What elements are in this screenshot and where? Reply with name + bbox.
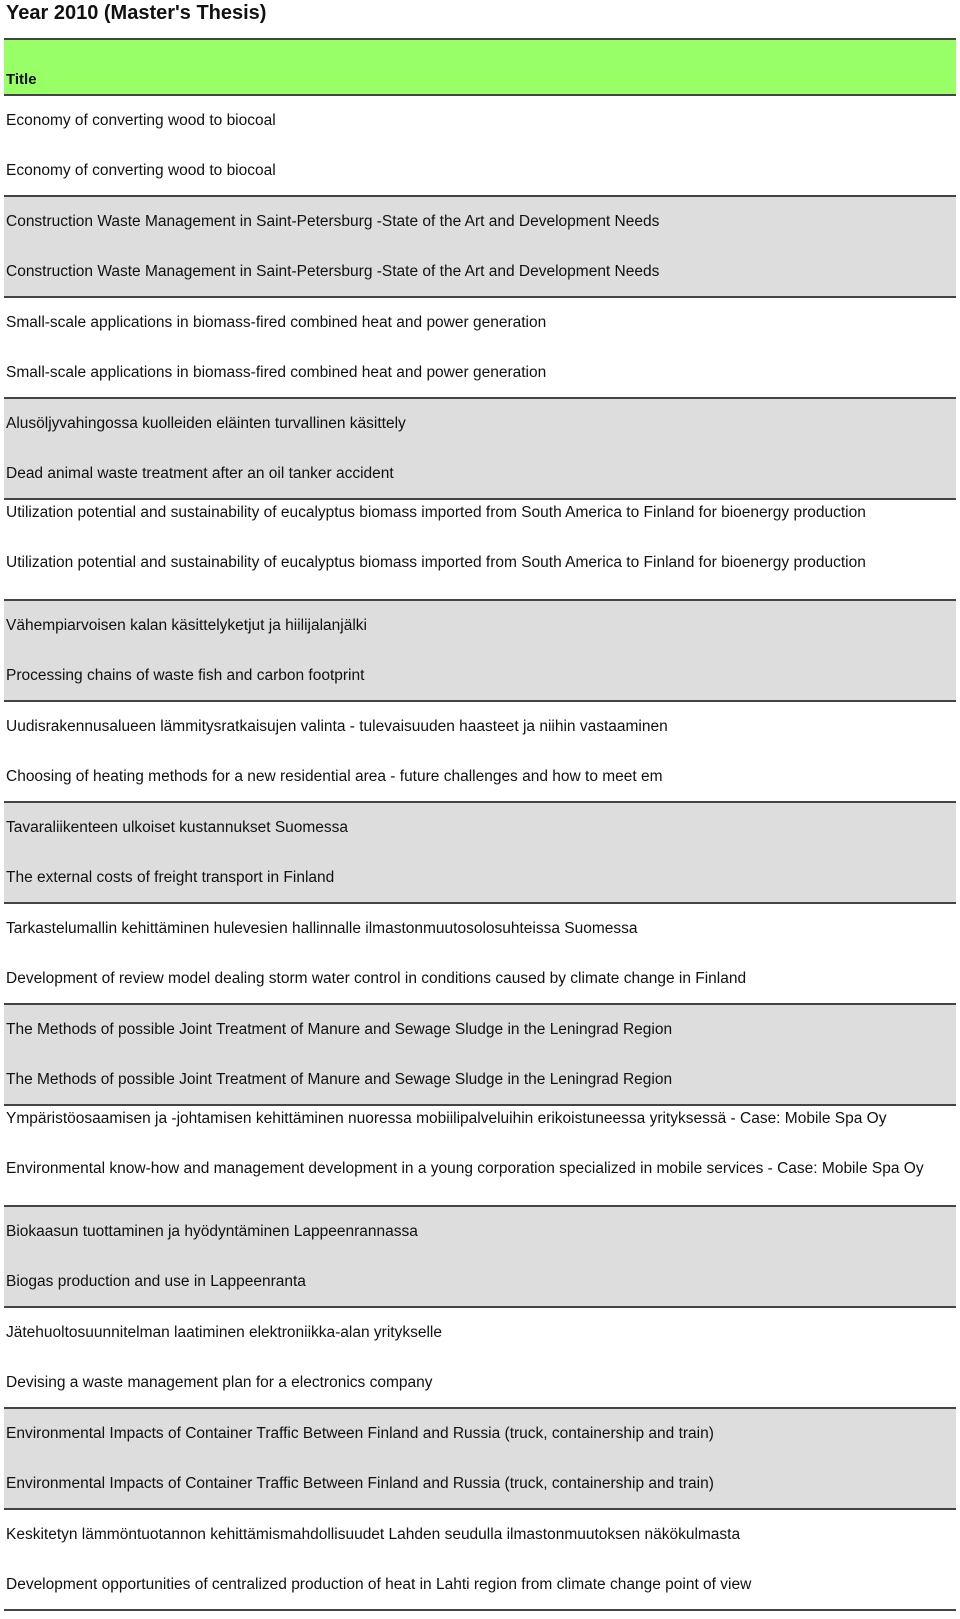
table-header-row [4,38,956,96]
table-row-group [4,702,956,803]
table-cell: Utilization potential and sustainability of eucalyptus biomass imported from South America to Finland for bioenergy production [6,554,866,571]
table-cell: Development of review model dealing storm water control in conditions caused by climate change in Finland [6,970,747,987]
thesis-table [4,38,956,1611]
table-cell: The Methods of possible Joint Treatment of Manure and Sewage Sludge in the Leningrad Region [6,1071,673,1088]
table-cell: Environmental Impacts of Container Traffic Between Finland and Russia (truck, containership and train) [6,1475,714,1492]
table-row-group [4,197,956,298]
table-row-group [4,1510,956,1611]
table-cell: Ympäristöosaamisen ja -johtamisen kehittäminen nuoressa mobiilipalveluihin erikoistuneessa yrityksessä - Case: Mobile Spa Oy [6,1110,887,1127]
table-cell: Biokaasun tuottaminen ja hyödyntäminen Lappeenrannassa [6,1223,418,1240]
table-cell: The Methods of possible Joint Treatment of Manure and Sewage Sludge in the Leningrad Region [6,1021,673,1038]
table-cell: Jätehuoltosuunnitelman laatiminen elektroniikka-alan yritykselle [6,1324,442,1341]
table-cell: Uudisrakennusalueen lämmitysratkaisujen valinta - tulevaisuuden haasteet ja niihin vastaaminen [6,718,668,735]
table-cell: Environmental know-how and management development in a young corporation specialized in mobile services - Case: Mobile Spa Oy [6,1160,924,1177]
page-title: Year 2010 (Master's Thesis) [6,2,267,24]
table-cell: Devising a waste management plan for a electronics company [6,1374,433,1391]
table-cell: Development opportunities of centralized production of heat in Lahti region from climate change point of view [6,1576,752,1593]
table-row-group [4,298,956,399]
table-row-group [4,601,956,702]
table-row-group [4,1308,956,1409]
table-row-group [4,1409,956,1510]
table-cell: Tarkastelumallin kehittäminen hulevesien hallinnalle ilmastonmuutosolosuhteissa Suomessa [6,920,638,937]
table-row-group [4,904,956,1005]
table-row-group [4,96,956,197]
table-row-group [4,1207,956,1308]
table-cell: Economy of converting wood to biocoal [6,162,276,179]
table-row-group [4,803,956,904]
table-row-group [4,500,956,601]
column-header-title: Title [6,71,37,88]
table-cell: Keskitetyn lämmöntuotannon kehittämismahdollisuudet Lahden seudulla ilmastonmuutoksen näkökulmasta [6,1526,741,1543]
table-row-group [4,1005,956,1106]
table-cell: Processing chains of waste fish and carbon footprint [6,667,365,684]
table-cell: Economy of converting wood to biocoal [6,112,276,129]
table-row-group [4,1106,956,1207]
table-cell: Construction Waste Management in Saint-Petersburg -State of the Art and Development Needs [6,213,660,230]
table-cell: Small-scale applications in biomass-fired combined heat and power generation [6,314,547,331]
table-cell: Alusöljyvahingossa kuolleiden eläinten turvallinen käsittely [6,415,406,432]
table-cell: The external costs of freight transport in Finland [6,869,335,886]
table-cell: Choosing of heating methods for a new residential area - future challenges and how to meet em [6,768,663,785]
table-cell: Vähempiarvoisen kalan käsittelyketjut ja hiilijalanjälki [6,617,367,634]
table-cell: Dead animal waste treatment after an oil tanker accident [6,465,394,482]
table-cell: Small-scale applications in biomass-fired combined heat and power generation [6,364,547,381]
table-row-group [4,399,956,500]
table-cell: Tavaraliikenteen ulkoiset kustannukset Suomessa [6,819,349,836]
table-cell: Biogas production and use in Lappeenranta [6,1273,306,1290]
table-cell: Environmental Impacts of Container Traffic Between Finland and Russia (truck, containership and train) [6,1425,714,1442]
table-cell: Utilization potential and sustainability of eucalyptus biomass imported from South America to Finland for bioenergy production [6,504,866,521]
table-cell: Construction Waste Management in Saint-Petersburg -State of the Art and Development Needs [6,263,660,280]
